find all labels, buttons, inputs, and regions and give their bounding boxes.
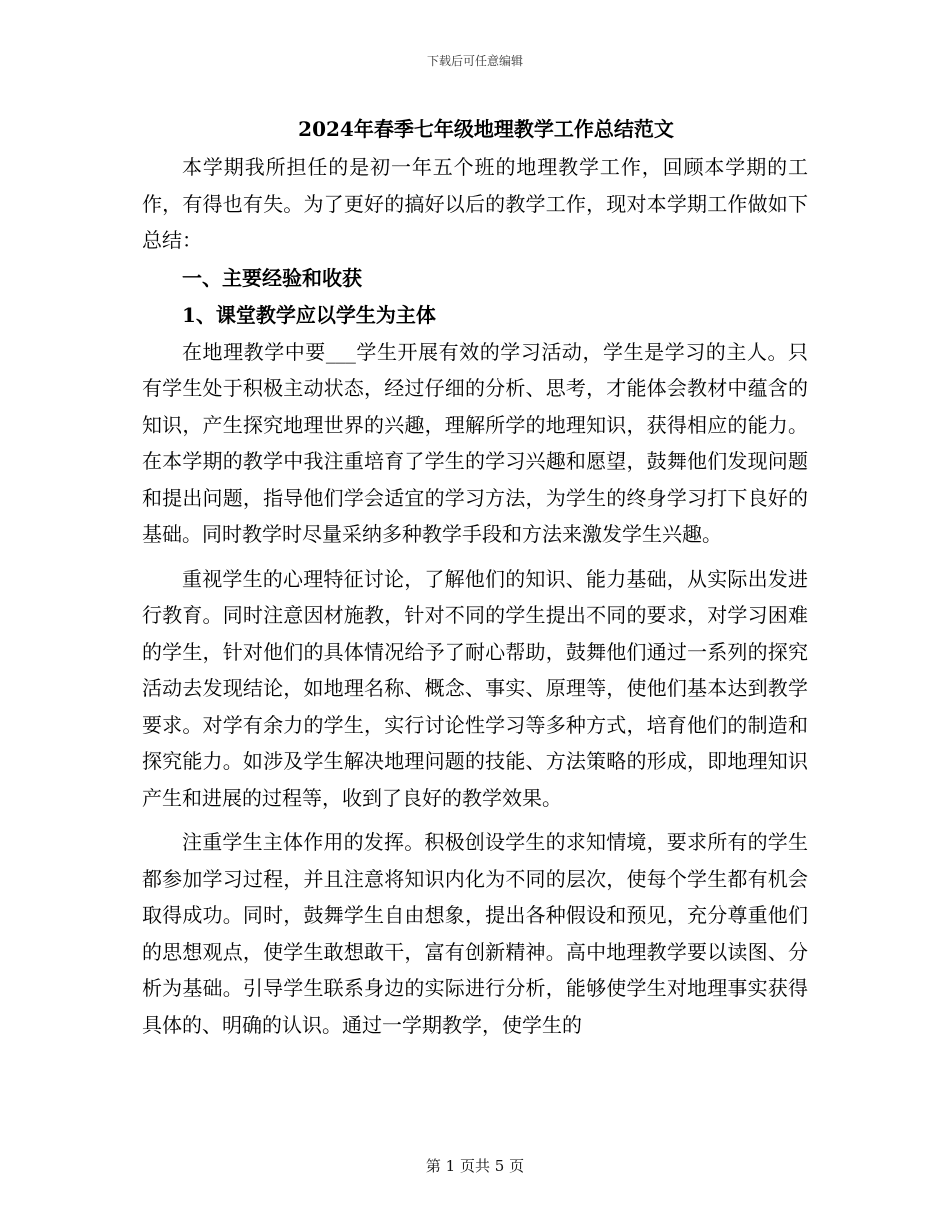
intro-paragraph: 本学期我所担任的是初一年五个班的地理教学工作，回顾本学期的工作，有得也有失。为了更好的搞好以后的教学工作，现对本学期工作做如下总结： (142, 155, 808, 252)
body-paragraph: 在地理教学中要___学生开展有效的学习活动，学生是学习的主人。只有学生处于积极主动状态，经过仔细的分析、思考，才能体会教材中蕴含的知识，产生探究地理世界的兴趣，理解所学的地理知识，获得相应的能力。在本学期的教学中我注重培育了学生的学习兴趣和愿望，鼓舞他们发现问题和提出问题，指导他们学会适宜的学习方法，为学生的终身学习打下良好的基础。同时教学时尽量采纳多种教学手段和方法来激发学生兴趣。 (142, 339, 808, 546)
page-footer: 第 1 页共 5 页 (425, 1157, 525, 1175)
page-header: 下载后可任意编辑 (426, 54, 523, 68)
body-paragraph: 注重学生主体作用的发挥。积极创设学生的求知情境，要求所有的学生都参加学习过程，并且注意将知识内化为不同的层次，使每个学生都有机会取得成功。同时，鼓舞学生自由想象，提出各种假设和预见，充分尊重他们的思想观点，使学生敢想敢干，富有创新精神。高中地理教学要以读图、分析为基础。引导学生联系身边的实际进行分析，能够使学生对地理事实获得具体的、明确的认识。通过一学期教学，使学生的 (142, 830, 808, 1037)
body-paragraph: 重视学生的心理特征讨论，了解他们的知识、能力基础，从实际出发进行教育。同时注意因材施教，针对不同的学生提出不同的要求，对学习困难的学生，针对他们的具体情况给予了耐心帮助，鼓舞他们通过一系列的探究活动去发现结论，如地理名称、概念、事实、原理等，使他们基本达到教学要求。对学有余力的学生，实行讨论性学习等多种方式，培育他们的制造和探究能力。如涉及学生解决地理问题的技能、方法策略的形成，即地理知识产生和进展的过程等，收到了良好的教学效果。 (142, 566, 808, 810)
subsection-heading: 1、课堂教学应以学生为主体 (182, 303, 436, 327)
document-body (142, 149, 808, 1043)
document-title: 2024年春季七年级地理教学工作总结范文 (298, 117, 674, 141)
section-heading: 一、主要经验和收获 (182, 265, 362, 290)
